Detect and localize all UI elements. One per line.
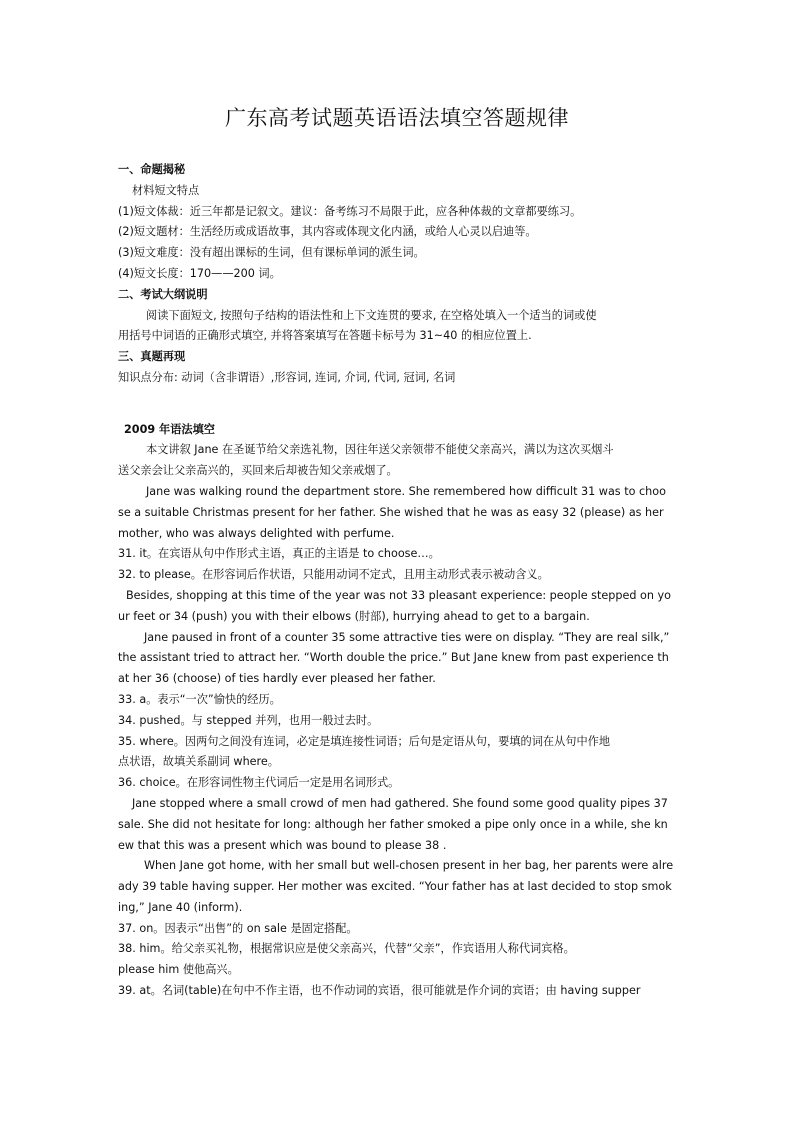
passage-line: at her 36 (choose) of ties hardly ever pleased her father. bbox=[118, 672, 436, 686]
answer-line: 33. a。表示“一次”愉快的经历。 bbox=[118, 692, 281, 706]
section-heading-3: 三、真题再现 bbox=[118, 350, 186, 364]
answer-line: 39. at。名词(table)在句中不作主语，也不作动词的宾语，很可能就是作介词的宾语；由 having supper bbox=[118, 984, 641, 998]
passage-line: sale. She did not hesitate for long: although her father smoked a pipe only once in a while, she kn bbox=[118, 817, 668, 831]
passage-line: When Jane got home, with her small but well-chosen present in her bag, her parents were alre bbox=[144, 859, 674, 873]
answer-line: 点状语，故填关系副词 where。 bbox=[118, 755, 279, 769]
answer-line: 35. where。因两句之间没有连词，必定是填连接性词语；后句是定语从句，要填的词在从句中作地 bbox=[118, 734, 611, 748]
section-heading-2: 二、考试大纲说明 bbox=[118, 287, 208, 301]
list-item: (1)短文体裁：近三年都是记叙文。建议：备考练习不局限于此，应各种体裁的文章都要练习。 bbox=[118, 204, 582, 218]
document-body bbox=[118, 160, 678, 1002]
spacer bbox=[118, 410, 678, 420]
passage-line: Besides, shopping at this time of the year was not 33 pleasant experience: people stepped on yo bbox=[126, 588, 671, 602]
passage-line: ing,” Jane 40 (inform). bbox=[118, 900, 243, 914]
paragraph-line: 用括号中词语的正确形式填空, 并将答案填写在答题卡标号为 31~40 的相应位置上. bbox=[118, 329, 532, 343]
passage-line: Jane was walking round the department store. She remembered how difficult 31 was to choo bbox=[146, 484, 666, 498]
passage-line: Jane paused in front of a counter 35 some attractive ties were on display. “They are real silk,” bbox=[144, 630, 670, 644]
answer-line: 38. him。给父亲买礼物，根据常识应是使父亲高兴，代替“父亲”，作宾语用人称代词宾格。 bbox=[118, 942, 575, 956]
intro-line: 送父亲会让父亲高兴的，买回来后却被告知父亲戒烟了。 bbox=[118, 464, 398, 478]
paragraph-line: 阅读下面短文, 按照句子结构的语法性和上下文连贯的要求, 在空格处填入一个适当的词或使 bbox=[146, 308, 597, 322]
answer-line: 32. to please。在形容词后作状语，只能用动词不定式，且用主动形式表示被动含义。 bbox=[118, 568, 549, 582]
section-subheading: 材料短文特点 bbox=[132, 183, 200, 197]
passage-line: mother, who was always delighted with perfume. bbox=[118, 526, 395, 540]
passage-line: the assistant tried to attract her. “Worth double the price.” But Jane knew from past experience th bbox=[118, 651, 669, 665]
section-heading-1: 一、命题揭秘 bbox=[118, 163, 186, 176]
answer-line: 36. choice。在形容词性物主代词后一定是用名词形式。 bbox=[118, 776, 400, 790]
answer-line: please him 使他高兴。 bbox=[118, 963, 239, 977]
intro-line: 本文讲叙 Jane 在圣诞节给父亲选礼物，因往年送父亲领带不能使父亲高兴，满以为这次买烟斗 bbox=[146, 443, 614, 457]
paragraph-line: 知识点分布: 动词（含非谓语）,形容词, 连词, 介词, 代词, 冠词, 名词 bbox=[118, 370, 456, 384]
spacer bbox=[118, 389, 678, 410]
passage-line: Jane stopped where a small crowd of men had gathered. She found some good quality pipes 37 bbox=[132, 796, 668, 810]
list-item: (4)短文长度：170——200 词。 bbox=[118, 266, 281, 280]
year-heading: 2009 年语法填空 bbox=[124, 422, 215, 436]
answer-line: 37. on。因表示“出售”的 on sale 是固定搭配。 bbox=[118, 921, 358, 935]
passage-line: ew that this was a present which was bound to please 38 . bbox=[118, 838, 447, 852]
list-item: (3)短文难度：没有超出课标的生词，但有课标单词的派生词。 bbox=[118, 246, 425, 260]
answer-line: 34. pushed。与 stepped 并列，也用一般过去时。 bbox=[118, 713, 379, 727]
passage-line: ur feet or 34 (push) you with their elbows (肘部), hurrying ahead to get to a bargain. bbox=[118, 609, 590, 623]
answer-line: 31. it。在宾语从句中作形式主语，真正的主语是 to choose…。 bbox=[118, 547, 440, 561]
passage-line: se a suitable Christmas present for her father. She wished that he was as easy 32 (please) as her bbox=[118, 505, 664, 519]
page-title: 广东高考试题英语语法填空答题规律 bbox=[225, 106, 569, 130]
list-item: (2)短文题材：生活经历或成语故事，其内容或体现文化内涵，或给人心灵以启迪等。 bbox=[118, 225, 537, 239]
passage-line: ady 39 table having supper. Her mother was excited. “Your father has at last decided to stop smok bbox=[118, 880, 672, 894]
